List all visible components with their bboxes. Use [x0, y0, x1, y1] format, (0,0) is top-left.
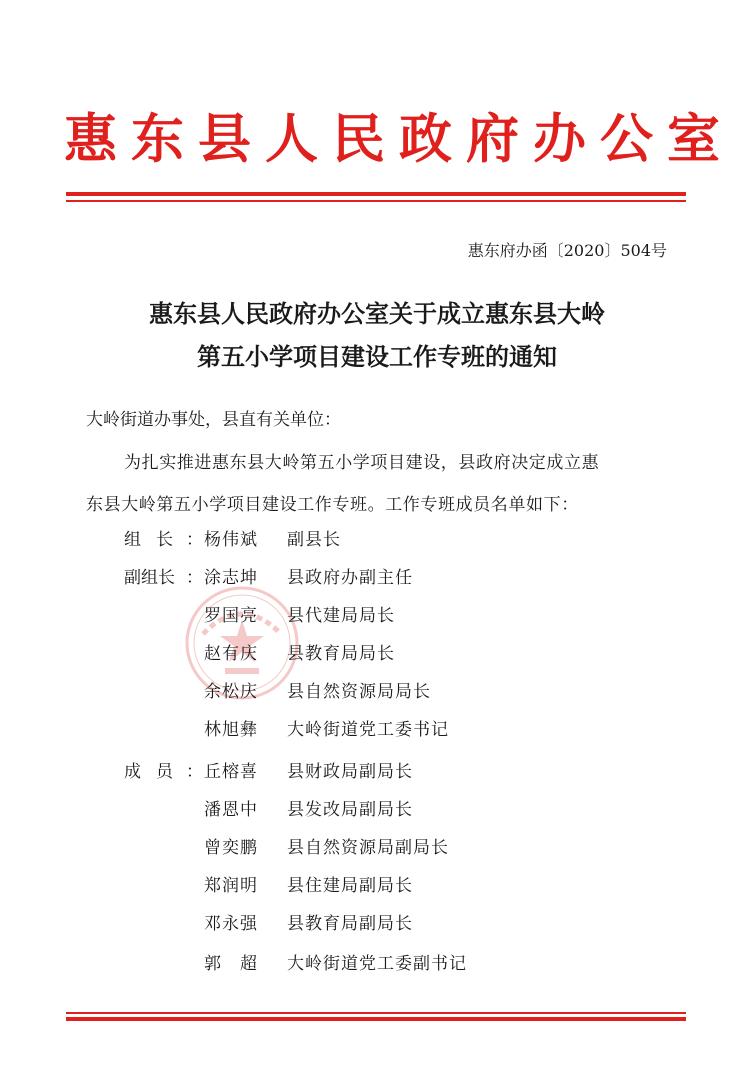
- member-row-member: [0, 758, 753, 786]
- member-row: [0, 872, 753, 900]
- role-colon: ：: [186, 530, 203, 550]
- member-position: 县代建局局长: [287, 606, 395, 626]
- role-label-member: 成员: [124, 762, 188, 782]
- member-row-leader: [0, 526, 753, 554]
- document-number: 惠东府办函〔2020〕504号: [467, 241, 667, 260]
- member-name: 赵有庆: [204, 644, 258, 664]
- header-red-rule-thick: [66, 192, 686, 196]
- member-position: 大岭街道党工委副书记: [287, 954, 467, 974]
- member-row: [0, 602, 753, 630]
- member-position: 县发改局副局长: [287, 800, 413, 820]
- member-position: 县住建局副局长: [287, 876, 413, 896]
- document-title-line-2: 第五小学项目建设工作专班的通知: [197, 342, 557, 371]
- member-position: 副县长: [287, 530, 341, 550]
- member-row: [0, 716, 753, 744]
- member-name: 丘榕喜: [204, 762, 258, 782]
- member-row-deputy: [0, 564, 753, 592]
- member-position: 县自然资源局局长: [287, 682, 431, 702]
- body-paragraph-line-2: 东县大岭第五小学项目建设工作专班。工作专班成员名单如下：: [86, 495, 579, 515]
- body-paragraph-line-1: 为扎实推进惠东县大岭第五小学项目建设，县政府决定成立惠: [124, 453, 600, 473]
- member-name: 曾奕鹏: [204, 838, 258, 858]
- member-position: 县教育局局长: [287, 644, 395, 664]
- addressee-line: 大岭街道办事处，县直有关单位：: [86, 410, 341, 430]
- member-name: 邓永强: [204, 914, 258, 934]
- member-name: 林旭彝: [204, 720, 258, 740]
- member-row: [0, 834, 753, 862]
- member-position: 大岭街道党工委书记: [287, 720, 449, 740]
- role-label-leader: 组长: [124, 530, 188, 550]
- role-label-deputy: 副组长: [124, 568, 175, 588]
- member-position: 县财政局副局长: [287, 762, 413, 782]
- member-position: 县教育局副局长: [287, 914, 413, 934]
- member-name: 郭超: [204, 954, 276, 974]
- member-name: 余松庆: [204, 682, 258, 702]
- member-row: [0, 950, 753, 978]
- member-name: 杨伟斌: [204, 530, 258, 550]
- member-row: [0, 678, 753, 706]
- member-name: 郑润明: [204, 876, 258, 896]
- footer-red-rule-thick: [66, 1017, 686, 1021]
- issuing-office-header: 惠东县人民政府办公室: [64, 108, 734, 170]
- member-name: 潘恩中: [204, 800, 258, 820]
- member-name: 涂志坤: [204, 568, 258, 588]
- member-row: [0, 796, 753, 824]
- role-colon: ：: [186, 762, 203, 782]
- member-row: [0, 910, 753, 938]
- footer-red-rule-thin: [66, 1012, 686, 1014]
- member-position: 县自然资源局副局长: [287, 838, 449, 858]
- member-row: [0, 640, 753, 668]
- role-colon: ：: [186, 568, 203, 588]
- member-position: 县政府办副主任: [287, 568, 413, 588]
- document-title-line-1: 惠东县人民政府办公室关于成立惠东县大岭: [149, 299, 605, 328]
- member-name: 罗国亮: [204, 606, 258, 626]
- header-red-rule-thin: [66, 200, 686, 202]
